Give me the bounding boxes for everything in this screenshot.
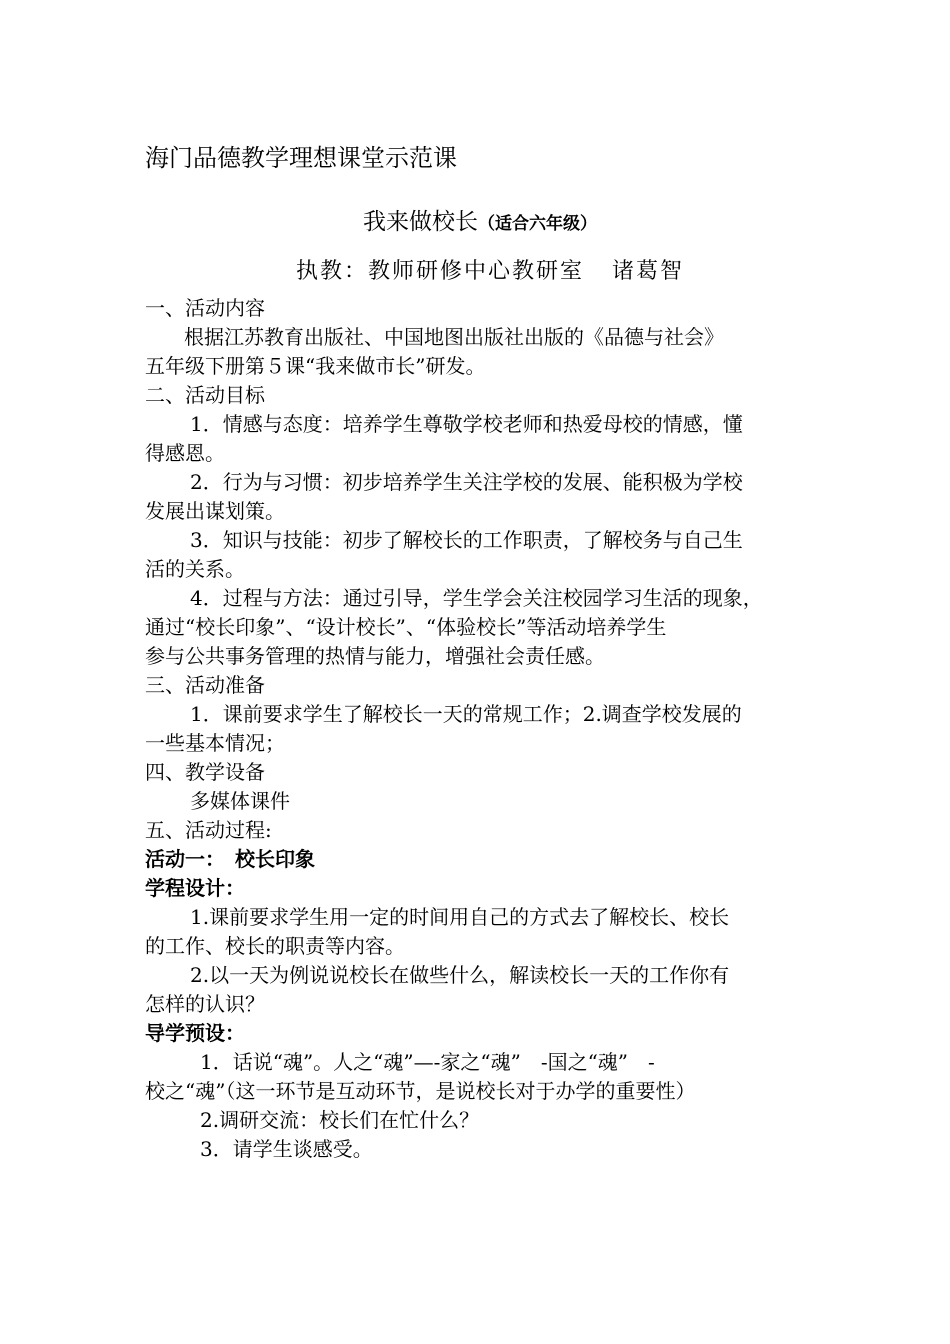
paragraph-line: 3．请学生谈感受。 xyxy=(200,1137,373,1161)
paragraph-line: 2.以一天为例说说校长在做些什么，解读校长一天的工作你有 xyxy=(190,963,730,987)
section-heading-process: 五、活动过程: xyxy=(145,818,272,842)
paragraph-line: 怎样的认识？ xyxy=(145,992,265,1016)
paragraph-line: 参与公共事务管理的热情与能力，增强社会责任感。 xyxy=(145,644,605,668)
author-label: 执教：教师研修中心教研室 xyxy=(295,259,584,284)
paragraph-line: 2．行为与习惯：初步培养学生关注学校的发展、能积极为学校 xyxy=(190,470,743,494)
paragraph-line: 通过“校长印象”、“设计校长”、“体验校长”等活动培养学生 xyxy=(145,615,667,639)
lesson-title-main: 我来做校长 xyxy=(363,209,478,235)
lesson-title xyxy=(0,206,950,240)
subheading-course-design: 学程设计： xyxy=(145,876,245,900)
section-heading-content: 一、活动内容 xyxy=(145,296,265,320)
paragraph-line: 发展出谋划策。 xyxy=(145,499,285,523)
paragraph-line: 活的关系。 xyxy=(145,557,245,581)
paragraph-line: 3．知识与技能：初步了解校长的工作职责，了解校务与自己生 xyxy=(190,528,743,552)
paragraph-line: 根据江苏教育出版社、中国地图出版社出版的《品德与社会》 xyxy=(184,325,724,349)
paragraph-line: 得感恩。 xyxy=(145,441,225,465)
document-header: 海门品德教学理想课堂示范课 xyxy=(145,144,457,172)
lesson-title-grade: （适合六年级） xyxy=(478,214,597,234)
subheading-guided-preset: 导学预设： xyxy=(145,1021,245,1045)
paragraph-line: 一些基本情况； xyxy=(145,731,285,755)
paragraph-line: 2.调研交流：校长们在忙什么？ xyxy=(200,1108,480,1132)
section-heading-preparation: 三、活动准备 xyxy=(145,673,265,697)
section-heading-goals: 二、活动目标 xyxy=(145,383,265,407)
paragraph-line: 多媒体课件 xyxy=(190,789,290,813)
paragraph-line: 4．过程与方法：通过引导，学生学会关注校园学习生活的现象， xyxy=(190,586,763,610)
paragraph-line: 五年级下册第５课“我来做市长”研发。 xyxy=(145,354,486,378)
paragraph-line: 校之“魂”（这一环节是互动环节，是说校长对于办学的重要性） xyxy=(145,1079,696,1103)
paragraph-line: 1．课前要求学生了解校长一天的常规工作；2.调查学校发展的 xyxy=(190,702,742,726)
section-heading-equipment: 四、教学设备 xyxy=(145,760,265,784)
paragraph-line: 1．话说“魂”。人之“魂”—-家之“魂” -国之“魂” - xyxy=(200,1050,655,1074)
activity-heading: 活动一： 校长印象 xyxy=(145,847,315,871)
paragraph-line: 1.课前要求学生用一定的时间用自己的方式去了解校长、校长 xyxy=(190,905,730,929)
author-line xyxy=(0,256,950,288)
paragraph-line: 1．情感与态度：培养学生尊敬学校老师和热爱母校的情感，懂 xyxy=(190,412,743,436)
author-name: 诸葛智 xyxy=(612,259,685,284)
paragraph-line: 的工作、校长的职责等内容。 xyxy=(145,934,405,958)
